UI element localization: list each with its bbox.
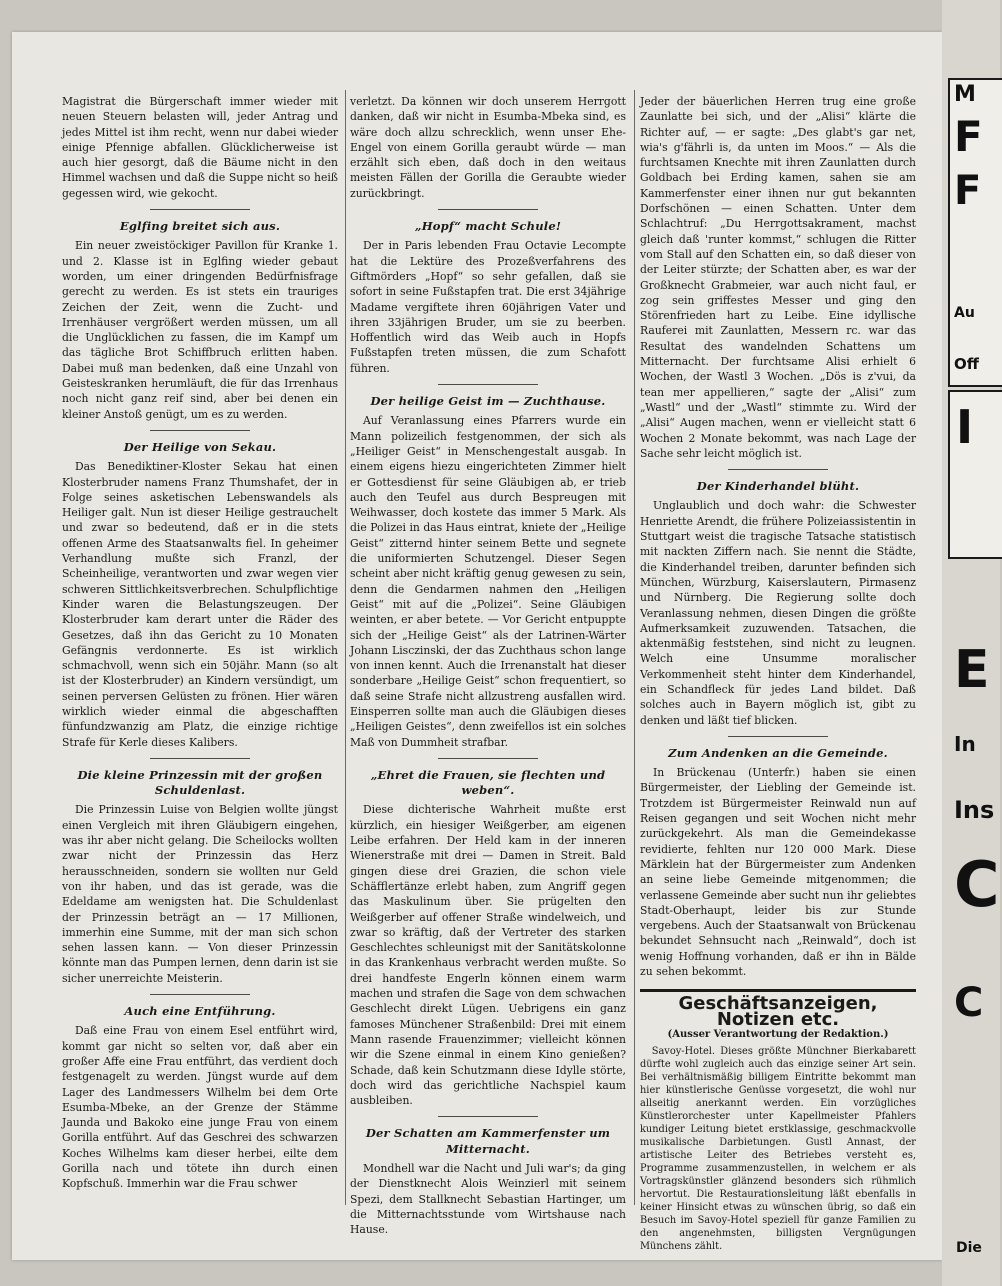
ad-savoy-hotel: Savoy-Hotel. Dieses größte Münchner Bierkabarett dürfte wohl zugleich auch das einzige seiner Art sein. Bei verhältnismäßig billigem Eintritte bekommt man hier künstlerische Genüsse vorgesetzt, die wohl nur allseitig anerkannt werden. Ein vorzügliches Künstlerorchester unter Kapellmeister Pfahlers kundiger Leitung bietet erstklassige, geschmackvolle musikalische Darbietungen. Gustl Annast, der artistische Leiter des Betriebes versteht es, Programme zusammenzustellen, in welchem er als Vortragskünstler glänzend besonders sich rühmlich hervortut. Die Restaurationsleitung läßt ebenfalls in keiner Hinsicht etwas zu wünschen übrig, so daß ein Besuch im Savoy-Hotel speziell für ganze Familien zu den angenehmsten, billigsten Vergnügungen Münchens zählt. xyxy=(640,1046,916,1253)
headline-frauen: „Ehret die Frauen, sie flechten und weben“. xyxy=(370,767,606,798)
edge-fragment: F xyxy=(954,112,983,161)
separator-rule xyxy=(728,469,827,470)
column-2 xyxy=(350,94,626,1237)
adjacent-page-edge xyxy=(942,0,1000,1286)
article-entfuehrung: Daß eine Frau von einem Esel entführt wird, kommt gar nicht so selten vor, daß aber ein großer Affe eine Frau entführt, das verdient doch festgenagelt zu werden. Jüngst wurde auf dem Lager des Landmessers Wilhelm bei dem Orte Esumba-Mbeke, an der Grenze der Stämme Jaunda und Bakoko eine junge Frau von einem Gorilla entführt. Auf das Geschrei des schwarzen Koches Wilhelms kam dieser herbei, eilte dem Gorilla nach und tötete ihn durch einen Kopfschuß. Immerhin war die Frau schwer xyxy=(62,1024,338,1191)
article-heilige-sekau: Das Benediktiner-Kloster Sekau hat einen Klosterbruder namens Franz Thumshafet, der in Folge seines asketischen Lebenswandels als Heiliger galt. Nun ist dieser Heilige gestrauchelt und zwar so bedeutend, daß er in die stets offenen Arme des Staatsanwalts fiel. In geheimer Verhandlung mußte sich Franzl, der Scheinheilige, verantworten und zwar wegen vier schweren Sittlichkeitsverbrechen. Schulpflichtige Kinder waren die Belastungszeugen. Der Klosterbruder kam derart unter die Räder des Gesetzes, daß ihn das Gericht zu 10 Monaten Gefängnis verdonnerte. Es ist wirklich schmachvoll, wenn sich ein 50jähr. Mann (so alt ist der Klosterbruder) an Kindern versündigt, um seinen perversen Gelüsten zu frönen. Hier wären wirklich wieder einmal die abgeschafften fünfundzwanzig am Platz, die einzige richtige Strafe für Kerle dieses Kalibers. xyxy=(62,460,338,749)
edge-fragment: Die xyxy=(956,1240,982,1256)
edge-fragment: M xyxy=(954,82,976,107)
edge-fragment: C xyxy=(954,848,1000,921)
edge-fragment: F xyxy=(954,168,982,214)
ad-section-title: Geschäftsanzeigen, Notizen etc. xyxy=(678,993,878,1030)
column-divider xyxy=(345,90,346,1205)
article-hopf: Der in Paris lebenden Frau Octavie Lecompte hat die Lektüre des Prozeßverfahrens des Giftmörders „Hopf“ so sehr gefallen, daß sie sofort in seine Fußstapfen trat. Die erst 34jährige Madame vergiftete ihren 60jährigen Vater und ihren 33jährigen Bruder, um sie zu beerben. Hoffentlich wird das Weib auch in Hopfs Fußstapfen treten müssen, die zum Schafott führen. xyxy=(350,239,626,375)
separator-rule xyxy=(438,209,537,210)
headline-prinzessin: Die kleine Prinzessin mit der großen Schuldenlast. xyxy=(77,767,323,798)
separator-rule xyxy=(150,994,249,995)
article-frauen: Diese dichterische Wahrheit mußte erst kürzlich, ein hiesiger Weißgerber, am eigenen Leibe erfahren. Der Held kam in der inneren Wienerstraße mit drei — Damen in Streit. Bald gingen diese drei Grazien, die schon viele Schäfflertänze erlebt haben, zum Angriff gegen das Maskulinum über. Sie prügelten den Weißgerber auf offener Straße windelweich, und zwar so kräftig, daß der Vertreter des starken Geschlechtes schleunigst mit der Sanitätskolonne in das Krankenhaus verbracht werden mußte. So drei handfeste Engerln können einem warm machen und strafen die Sage von dem schwachen Geschlecht direkt Lügen. Uebrigens ein ganz famoses Münchener Straßenbild: Drei mit einem Mann rasende Frauenzimmer; vielleicht können wir die Szene einmal in einem Kino genießen? Schade, daß kein Schutzmann diese Idylle störte, doch wird das gerichtliche Nachspiel kaum ausbleiben. xyxy=(350,803,626,1108)
col3-opening: Jeder der bäuerlichen Herren trug eine große Zaunlatte bei sich, und der „Alisi“ klärte die Richter auf, — er sagte: „Des glabt's gar net, wia's g'fährli is, da unten im Moos.“ — Als die furchtsamen Knechte mit ihren Zaunlatten durch Goldbach bei Erding kamen, sahen sie am Kammerfenster einer ihnen nur gut bekannten Dorfschönen — einen Schatten. Unter dem Schlachtruf: „Du Herrgottsakrament, machst gleich daß 'runter kommst,“ schlugen die Ritter vom Stall auf den Schatten ein, so daß dieser von der Leiter stürzte; der Schatten aber, es war der Großknecht Grabmeier, war auch nicht faul, er zog sein griffestes Messer und ging den Störenfrieden hart zu Leibe. Eine idyllische Rauferei mit Zaunlatten, Messern rc. war das Resultat des wandelnden Schattens um Mitternacht. Der furchtsame Alisi erhielt 6 Wochen, der Wastl 3 Wochen. „Dös is z'vui, da tean mer appellieren,“ sagte der „Alisi“ zum „Wastl“ und der „Wastl“ stimmte zu. Wird der „Alisi“ Augen machen, wenn er vielleicht statt 6 Wochen 2 Monate bekommt, was nach Lage der Sache sehr leicht möglich ist. xyxy=(640,95,916,460)
edge-fragment: Au xyxy=(954,305,975,321)
separator-rule xyxy=(150,209,249,210)
headline-andenken: Zum Andenken an die Gemeinde. xyxy=(668,745,888,760)
col1-opening: Magistrat die Bürgerschaft immer wieder mit neuen Steuern belasten will, jeder Antrag und jedes Mittel ist ihm recht, wenn nur dabei wieder einige Pfennige abfallen. Glücklicherweise ist auch hier gesorgt, daß die Bäume nicht in den Himmel wachsen und daß die Suppe nicht so heiß gegessen wird, wie gekocht. xyxy=(62,95,338,200)
headline-eglfing: Eglfing breitet sich aus. xyxy=(119,219,281,234)
column-1 xyxy=(62,94,338,1204)
headline-heilige-sekau: Der Heilige von Sekau. xyxy=(123,439,277,454)
separator-rule xyxy=(150,430,249,431)
article-schatten: Mondhell war die Nacht und Juli war's; da ging der Dienstknecht Alois Weinzierl mit seinem Spezi, dem Stallknecht Sebastian Hartinger, um die Mitternachtsstunde vom Wirtshause nach Hause. xyxy=(350,1162,626,1237)
headline-entfuehrung: Auch eine Entführung. xyxy=(124,1004,276,1019)
column-divider xyxy=(634,90,635,1205)
article-heiliger-geist: Auf Veranlassung eines Pfarrers wurde ein Mann polizeilich festgenommen, der sich als „Heiliger Geist“ in Menschengestalt ausgab. In einem eigens hiezu eingerichteten Zimmer hielt er Gottesdienst für seine Gläubigen ab, er trieb auch den Teufel aus durch Bespreugen mit Weihwasser, doch kostete das immer 5 Mark. Als die Polizei in das Haus eintrat, kniete der „Heilige Geist“ zitternd hinter seinem Bette und segnete die uniformierten Schutzengel. Dieser Segen scheint aber nicht kräftig genug gewesen zu sein, denn die Gendarmen nahmen den „Heiligen Geist“ mit auf die „Polizei“. Seine Gläubigen weinten, er aber betete. — Vor Gericht entpuppte sich der „Heilige Geist“ als der Latrinen-Wärter Johann Lisczinski, der das Zuchthaus schon lange von innen kennt. Auch die Irrenanstalt hat dieser sonderbare „Heilige Geist“ schon frequentiert, so daß seine Strafe nicht allzustreng ausfallen wird. Einsperren sollte man auch die Gläubigen dieses „Heiligen Geistes“, denn zweifellos ist ein solches Maß von Dummheit strafbar. xyxy=(350,414,626,749)
edge-fragment: I xyxy=(956,400,974,454)
edge-fragment: C xyxy=(954,980,984,1026)
column-3 xyxy=(640,94,916,1253)
separator-rule xyxy=(438,384,537,385)
edge-fragment: Ins xyxy=(954,796,995,824)
newspaper-page xyxy=(12,32,942,1260)
headline-schatten: Der Schatten am Kammerfenster um Mitternacht. xyxy=(365,1126,611,1156)
article-kinderhandel: Unglaublich und doch wahr: die Schwester Henriette Arendt, die frühere Polizeiassistentin in Stuttgart weist die tragische Tatsache statistisch mit nackten Ziffern nach. Sie nennt die Städte, die Kinderhandel treiben, darunter befinden sich München, Würzburg, Kaiserslautern, Pirmasenz und Nürnberg. Die Regierung sollte doch Veranlassung nehmen, diesen Dingen die größte Aufmerksamkeit zuzuwenden. Tatsachen, die aktenmäßig feststehen, sind nicht zu leugnen. Welch eine Unsumme moralischer Verkommenheit steht hinter dem Kinderhandel, ein Schandfleck für jedes Land bildet. Daß solches auch in Bayern möglich ist, gibt zu denken und läßt tief blicken. xyxy=(640,499,916,727)
separator-rule xyxy=(728,736,827,737)
edge-fragment: In xyxy=(954,732,976,756)
article-prinzessin: Die Prinzessin Luise von Belgien wollte jüngst einen Vergleich mit ihren Gläubigern eingehen, was ihr aber nicht gelang. Die Scheilocks wollten zwar nicht der Prinzessin das Herz herausschneiden, sondern sie wollten nur Geld von ihr haben, und das ist gerade, was die Edeldame am wenigsten hat. Die Schuldenlast der Prinzessin beträgt an — 17 Millionen, immerhin eine Summe, mit der man sich schon sehen lassen kann. — Von dieser Prinzessin könnte man das Pumpen lernen, denn darin ist sie sicher unerreichte Meisterin. xyxy=(62,803,338,985)
separator-rule xyxy=(150,758,249,759)
separator-rule xyxy=(438,1116,537,1117)
ad-section-subtitle: (Ausser Verantwortung der Redaktion.) xyxy=(667,1028,889,1040)
article-eglfing: Ein neuer zweistöckiger Pavillon für Kranke 1. und 2. Klasse ist in Eglfing wieder gebaut worden, um einer dringenden Bedürfnisfrage gerecht zu werden. Es ist stets ein trauriges Zeichen der Zeit, wenn die Zucht- und Irrenhäuser vergrößert werden müssen, um all die Unglücklichen zu fassen, die im Kampf um das tägliche Brot Schiffbruch erlitten haben. Dabei muß man bedenken, daß eine Unzahl von Geisteskranken herumläuft, die für das Irrenhaus noch nicht ganz reif sind, aber bei denen ein kleiner Anstoß genügt, um es zu werden. xyxy=(62,239,338,421)
headline-hopf: „Hopf“ macht Schule! xyxy=(414,219,562,234)
ad-section-rule xyxy=(640,989,916,992)
article-andenken: In Brückenau (Unterfr.) haben sie einen Bürgermeister, der Liebling der Gemeinde ist. Trotzdem ist Bürgermeister Reinwald nun auf Reisen gegangen und seit Wochen nicht mehr zurückgekehrt. Als man die Gemeindekasse revidierte, fehlten nur 120 000 Mark. Diese Märklein hat der Bürgermeister zum Andenken an seine liebe Gemeinde mitgenommen; die verlassene Gemeinde aber sucht nun ihr geliebtes Stadt-Oberhaupt, leider bis zur Stunde vergebens. Auch der Staatsanwalt von Brückenau bekundet Sehnsucht nach „Reinwald“, doch ist wenig Hoffnung vorhanden, daß er ihn in Bälde zu sehen bekommt. xyxy=(640,766,916,979)
headline-kinderhandel: Der Kinderhandel blüht. xyxy=(696,479,860,494)
edge-fragment: Off xyxy=(954,355,979,373)
separator-rule xyxy=(438,758,537,759)
headline-heiliger-geist: Der heilige Geist im — Zuchthause. xyxy=(370,394,606,409)
col2-opening: verletzt. Da können wir doch unserem Herrgott danken, daß wir nicht in Esumba-Mbeka sind, es wäre doch allzu schrecklich, wenn unser Ehe-Engel von einem Gorilla geraubt würde — man erzählt sich eben, daß doch in den weitaus meisten Fällen der Gorilla die Geraubte wieder zurückbringt. xyxy=(350,95,626,200)
edge-fragment: E xyxy=(954,640,990,700)
